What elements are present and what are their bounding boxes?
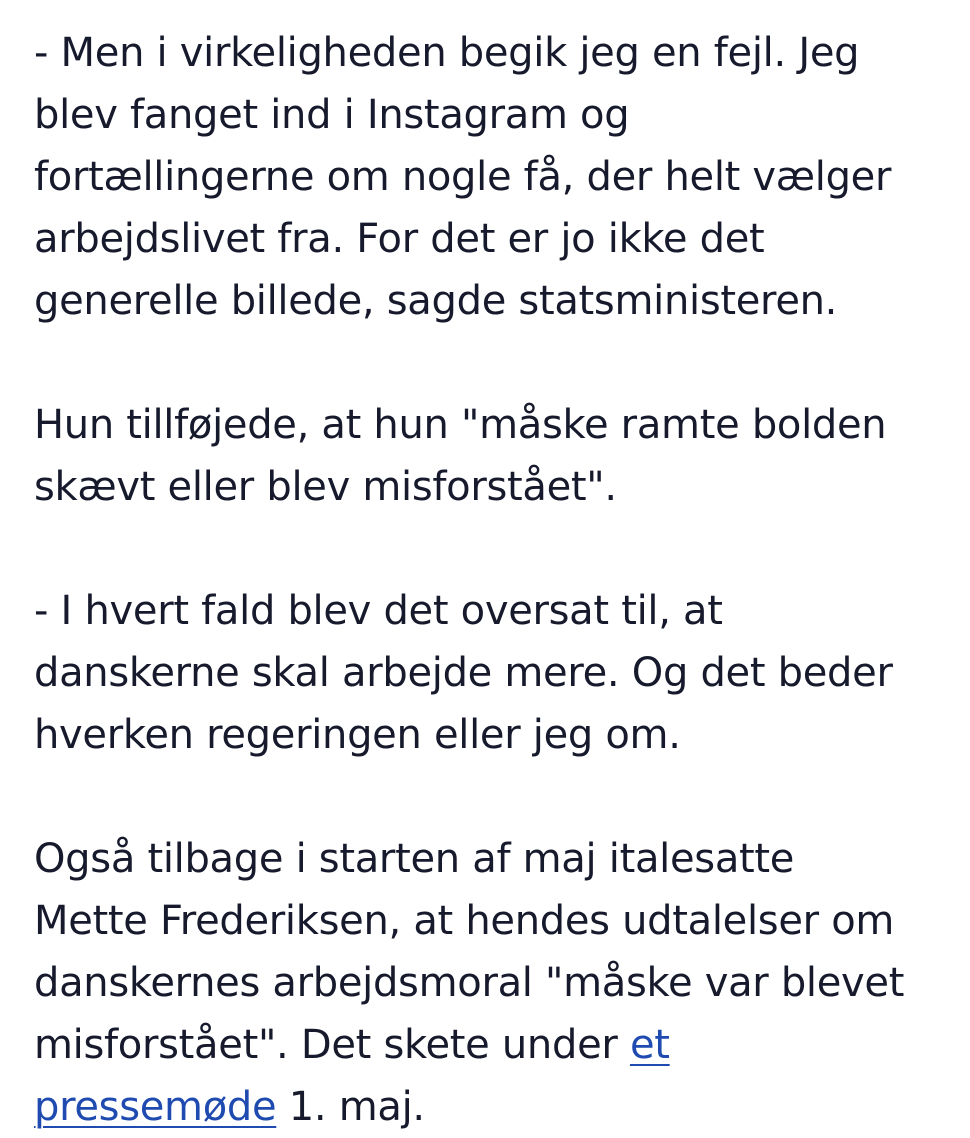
text-line: - Men i virkeligheden begik jeg en fejl. Jeg xyxy=(34,30,860,76)
paragraph-3 xyxy=(34,580,936,766)
paragraph-1 xyxy=(34,22,936,332)
text-line: blev fanget ind i Instagram og xyxy=(34,92,630,138)
text-line: danskernes arbejdsmoral "måske var blevet xyxy=(34,960,905,1006)
text-line: Hun tillføjede, at hun "måske ramte bolden xyxy=(34,402,887,448)
text-after-link: 1. maj. xyxy=(276,1084,425,1130)
text-line: danskerne skal arbejde mere. Og det beder xyxy=(34,650,893,696)
text-line: arbejdslivet fra. For det er jo ikke det xyxy=(34,216,765,262)
text-line: generelle billede, sagde statsministeren. xyxy=(34,278,838,324)
text-line: misforstået". Det skete under xyxy=(34,1022,630,1068)
text-line: - I hvert fald blev det oversat til, at xyxy=(34,588,723,634)
text-line: Også tilbage i starten af maj italesatte xyxy=(34,836,795,882)
link-text-part-2[interactable]: pressemøde xyxy=(34,1084,277,1130)
link-text-part-1[interactable]: et xyxy=(629,1022,670,1068)
paragraph-2 xyxy=(34,394,936,518)
text-line: fortællingerne om nogle få, der helt vælger xyxy=(34,154,892,200)
paragraph-4 xyxy=(34,828,936,1138)
text-line: skævt eller blev misforstået". xyxy=(34,464,617,510)
text-line: Mette Frederiksen, at hendes udtalelser om xyxy=(34,898,895,944)
text-line: hverken regeringen eller jeg om. xyxy=(34,712,681,758)
